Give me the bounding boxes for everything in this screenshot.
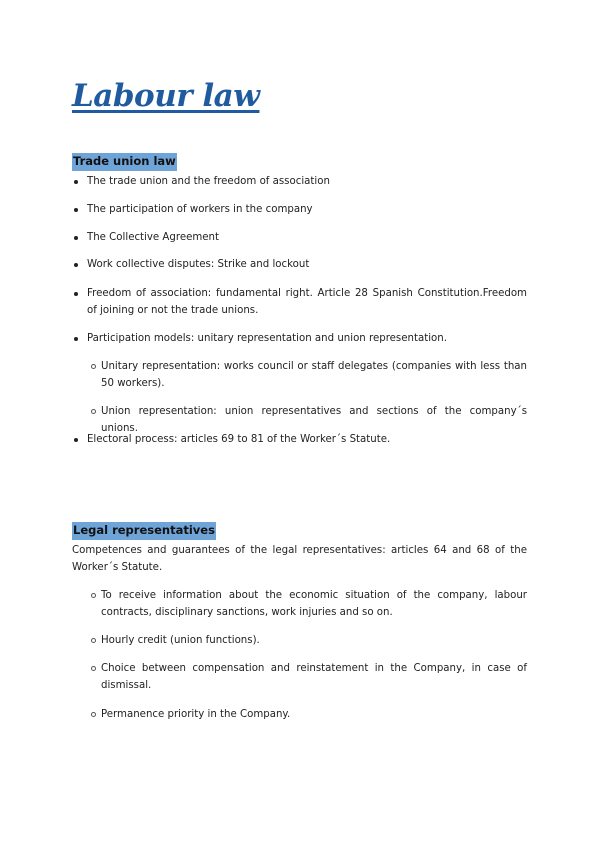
bullet-icon <box>74 208 78 212</box>
bullet-icon <box>74 263 78 267</box>
bullet-icon <box>74 180 78 184</box>
list-item-text: Work collective disputes: Strike and lockout <box>87 259 310 270</box>
list-item <box>87 256 527 273</box>
list-item-text: The participation of workers in the company <box>87 204 313 215</box>
sub-list-item <box>101 660 527 694</box>
sub-list-item-text: Hourly credit (union functions). <box>101 635 260 646</box>
list-item <box>87 330 527 347</box>
list-item <box>87 229 527 246</box>
bullet-icon <box>74 337 78 341</box>
bullet-icon <box>74 236 78 240</box>
sub-list-item-text: Union representation: union representatives and sections of the company´s unions. <box>101 406 527 434</box>
list-item <box>87 201 527 218</box>
sub-list-item-text: Choice between compensation and reinstatement in the Company, in case of dismissal. <box>101 663 527 691</box>
paragraph: Competences and guarantees of the legal representatives: articles 64 and 68 of the Worker´s Statute. <box>72 545 527 573</box>
sub-list-item <box>101 706 527 723</box>
circle-bullet-icon <box>91 666 96 671</box>
document-title: Labour law <box>72 78 260 114</box>
circle-bullet-icon <box>91 364 96 369</box>
bullet-icon <box>74 438 78 442</box>
sub-list-item <box>101 587 527 621</box>
list-item-text: Freedom of association: fundamental right. Article 28 Spanish Constitution.Freedom of joining or not the trade unions. <box>87 288 527 316</box>
list-item <box>87 285 527 319</box>
circle-bullet-icon <box>91 712 96 717</box>
sub-list-item-text: To receive information about the economic situation of the company, labour contracts, disciplinary sanctions, work injuries and so on. <box>101 590 527 618</box>
sub-list-item-text: Permanence priority in the Company. <box>101 709 291 720</box>
list-item-text: Electoral process: articles 69 to 81 of the Worker´s Statute. <box>87 434 391 445</box>
circle-bullet-icon <box>91 409 96 414</box>
circle-bullet-icon <box>91 593 96 598</box>
list-item-text: Participation models: unitary representation and union representation. <box>87 333 447 344</box>
sub-list-item <box>101 632 527 649</box>
bullet-icon <box>74 292 78 296</box>
list-item <box>87 431 527 448</box>
section-heading-legal-representatives: Legal representatives <box>72 522 216 540</box>
circle-bullet-icon <box>91 638 96 643</box>
list-item <box>87 173 527 190</box>
list-item-text: The Collective Agreement <box>87 232 219 243</box>
list-item-text: The trade union and the freedom of association <box>87 176 330 187</box>
sub-list-item-text: Unitary representation: works council or staff delegates (companies with less than 50 workers). <box>101 361 527 389</box>
sub-list-item <box>101 358 527 392</box>
section-heading-trade-union-law: Trade union law <box>72 153 177 171</box>
